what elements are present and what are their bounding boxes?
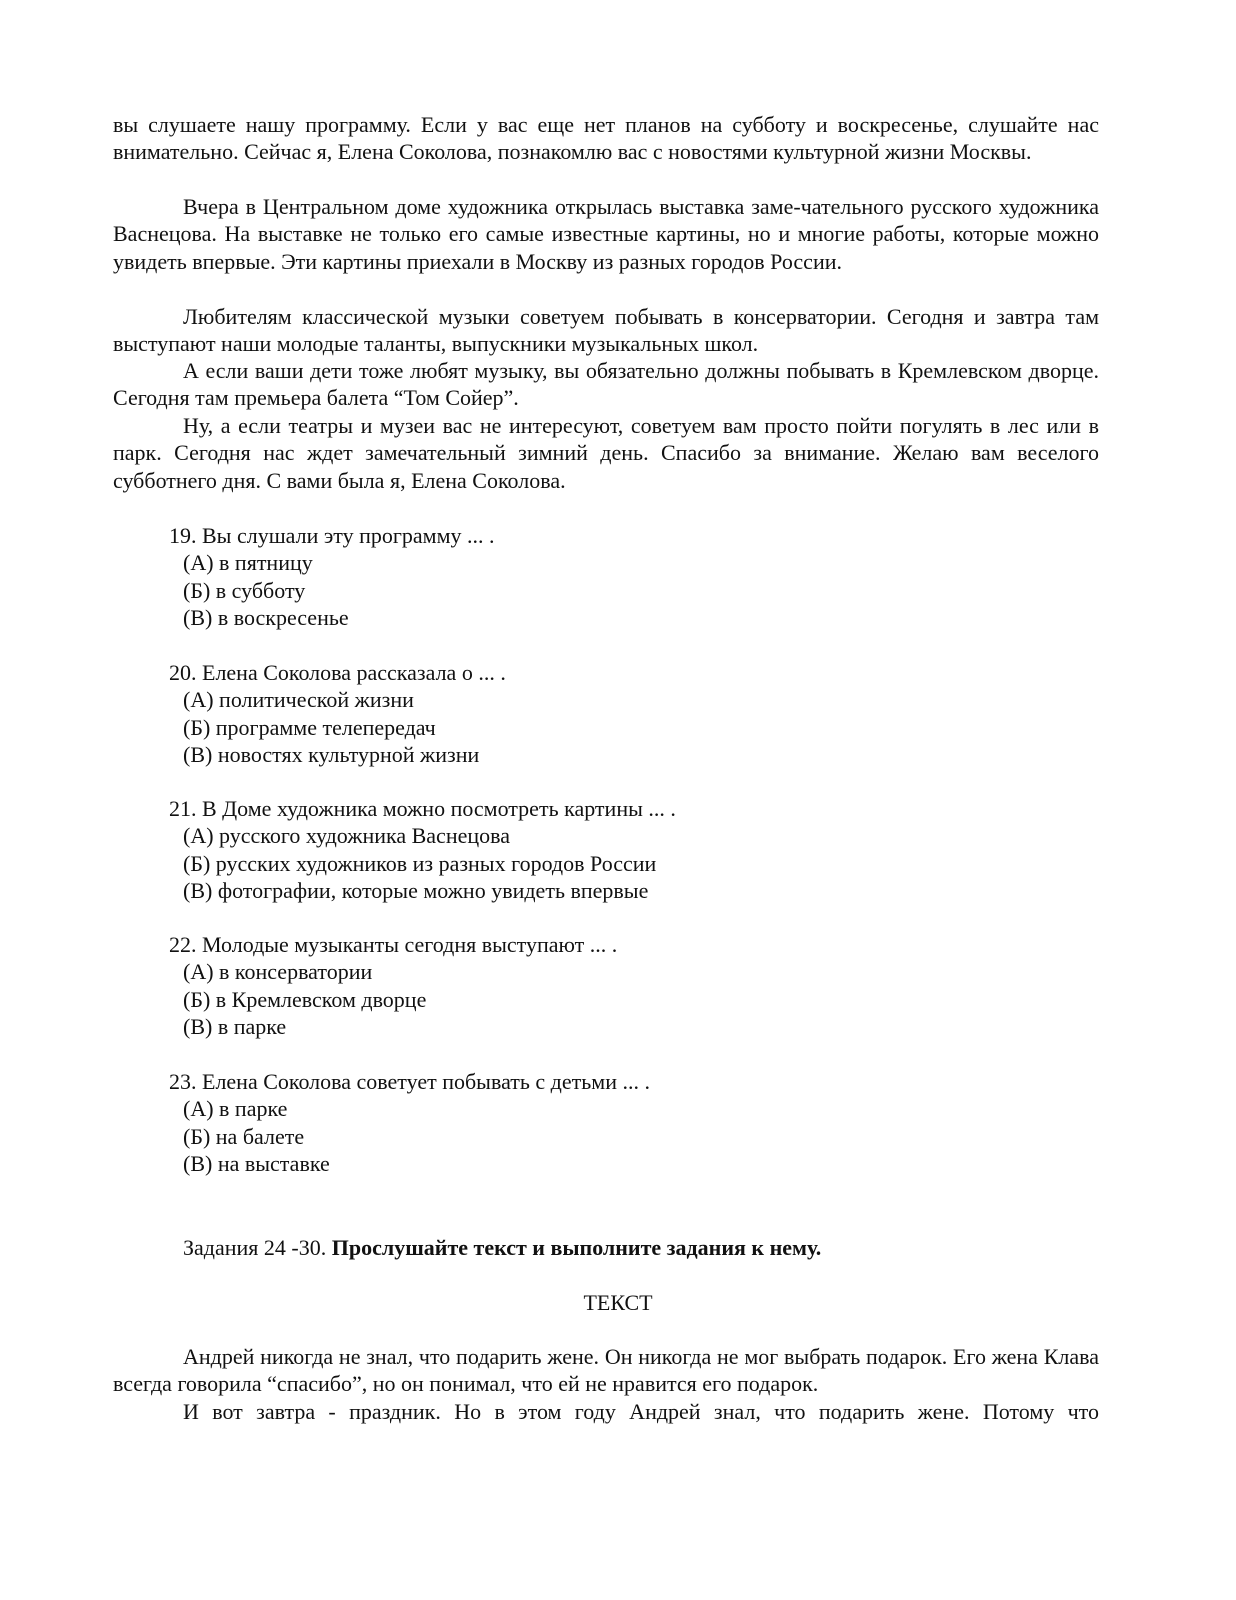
intro-paragraph: Ну, а если театры и музеи вас не интересуют, советуем вам просто пойти погулять в лес или в парк. Сегодня нас ждет замечательный зимний день. Спасибо за внимание. Желаю вам веселого субботнего дня. С вами была я, Елена Соколова.: [113, 413, 1099, 493]
answer-option: (А) в пятницу: [183, 550, 313, 576]
answer-option: (А) политической жизни: [183, 687, 414, 713]
answer-option: (В) в парке: [183, 1014, 287, 1040]
answer-option: (Б) в субботу: [183, 577, 306, 603]
text-paragraph: Андрей никогда не знал, что подарить жене. Он никогда не мог выбрать подарок. Его жена Клава всегда говорила “спасибо”, но он понимал, что ей не нравится его подарок.: [113, 1344, 1099, 1397]
task-header: [183, 1234, 821, 1261]
answer-option: (Б) русских художников из разных городов России: [183, 850, 657, 876]
answer-option: (Б) программе телепередач: [183, 714, 436, 740]
question-20: [169, 659, 1069, 769]
answer-option: (Б) на балете: [183, 1123, 305, 1149]
answer-option: (А) в консерватории: [183, 959, 373, 985]
question-21: [169, 795, 1069, 905]
answer-option: (В) новостях культурной жизни: [183, 742, 480, 768]
answer-option: (В) фотографии, которые можно увидеть впервые: [183, 878, 649, 904]
question-stem: 21. В Доме художника можно посмотреть картины ... .: [169, 796, 676, 821]
answer-option: (Б) в Кремлевском дворце: [183, 986, 427, 1012]
intro-paragraph: вы слушаете нашу программу. Если у вас еще нет планов на субботу и воскресенье, слушайте нас внимательно. Сейчас я, Елена Соколова, познакомлю вас с новостями культурной жизни Москвы.: [113, 112, 1099, 165]
question-22: [169, 931, 1069, 1041]
question-stem: 22. Молодые музыканты сегодня выступают ... .: [169, 932, 618, 957]
answer-option: (А) русского художника Васнецова: [183, 823, 510, 849]
answer-option: (В) на выставке: [183, 1151, 330, 1177]
intro-paragraph: Вчера в Центральном доме художника открылась выставка заме-чательного русского художника Васнецова. На выставке не только его самые известные картины, но и многие работы, которые можно увидеть впервые. Эти картины приехали в Москву из разных городов России.: [113, 194, 1099, 274]
question-23: [169, 1068, 1069, 1178]
question-stem: 20. Елена Соколова рассказала о ... .: [169, 660, 506, 685]
text-paragraph: И вот завтра - праздник. Но в этом году Андрей знал, что подарить жене. Потому что: [183, 1399, 1099, 1424]
task-label: Задания 24 -30.: [183, 1235, 332, 1260]
answer-option: (А) в парке: [183, 1096, 288, 1122]
answer-option: (В) в воскресенье: [183, 605, 349, 631]
task-instruction: Прослушайте текст и выполните задания к нему.: [331, 1235, 822, 1260]
question-stem: 23. Елена Соколова советует побывать с детьми ... .: [169, 1069, 650, 1094]
question-19: [169, 522, 1069, 632]
question-stem: 19. Вы слушали эту программу ... .: [169, 523, 495, 548]
text-title: ТЕКСТ: [583, 1290, 653, 1315]
intro-paragraph: А если ваши дети тоже любят музыку, вы обязательно должны побывать в Кремлевском дворце. Сегодня там премьера балета “Том Сойер”.: [113, 358, 1099, 411]
intro-paragraph: Любителям классической музыки советуем побывать в консерватории. Сегодня и завтра там выступают наши молодые таланты, выпускники музыкальных школ.: [113, 304, 1099, 357]
